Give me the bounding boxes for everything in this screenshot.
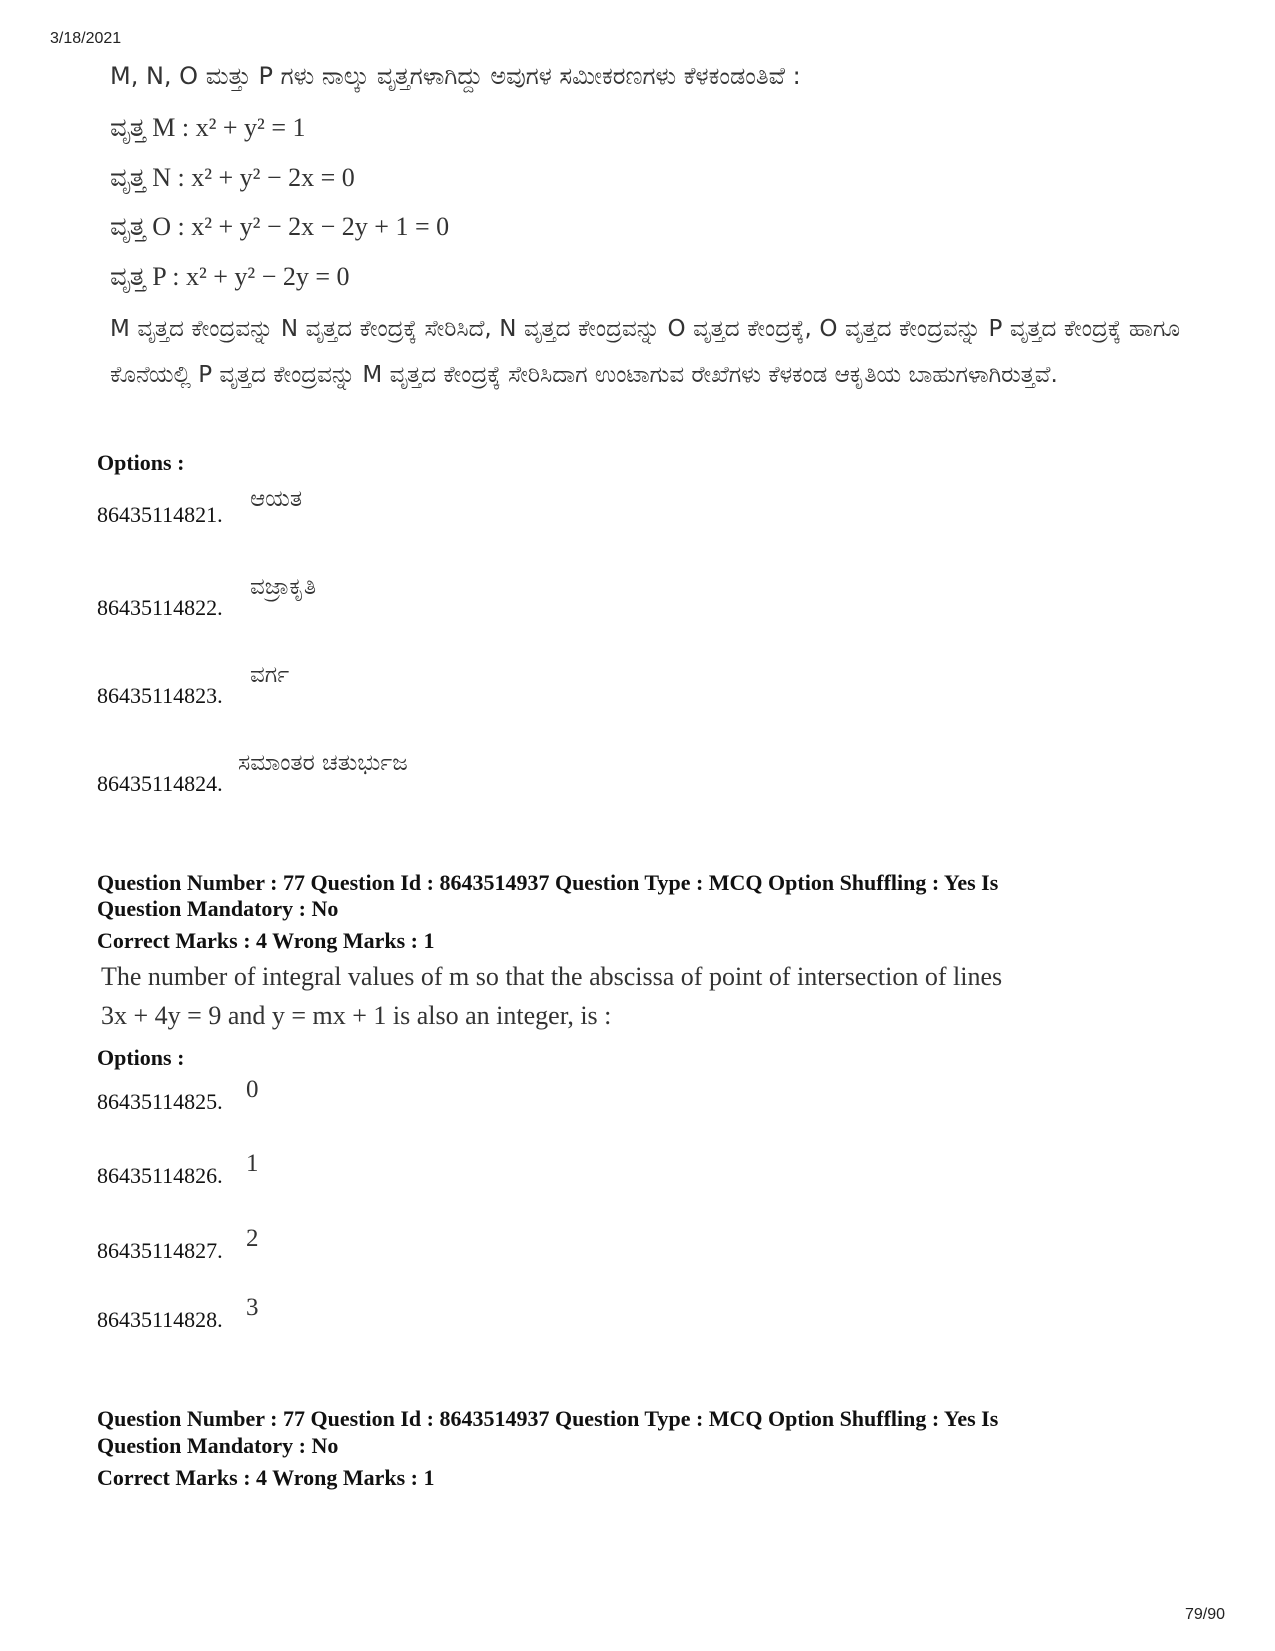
option-text[interactable]: 1	[246, 1150, 259, 1177]
equation-p: ವೃತ್ತ P : x² + y² − 2y = 0	[110, 262, 350, 291]
page-number: 79/90	[1185, 1606, 1226, 1623]
option-id: 86435114822.	[97, 595, 223, 620]
option-id: 86435114825.	[97, 1089, 223, 1114]
option-text[interactable]: ಆಯತ	[250, 486, 303, 512]
option-text[interactable]: 3	[246, 1294, 259, 1321]
option-text[interactable]: ವರ್ಗ	[250, 662, 290, 688]
option-id: 86435114821.	[97, 502, 223, 527]
equation-o: ವೃತ್ತ O : x² + y² − 2x − 2y + 1 = 0	[110, 212, 450, 241]
question-marks: Correct Marks : 4 Wrong Marks : 1	[97, 1465, 435, 1490]
option-text[interactable]: 2	[246, 1225, 259, 1252]
question-marks: Correct Marks : 4 Wrong Marks : 1	[97, 928, 435, 953]
option-text[interactable]: 0	[246, 1076, 259, 1103]
question-mandatory: Question Mandatory : No	[97, 1433, 339, 1458]
print-date: 3/18/2021	[50, 30, 122, 47]
option-id: 86435114826.	[97, 1163, 223, 1188]
option-text[interactable]: ವಜ್ರಾಕೃತಿ	[250, 574, 317, 600]
option-text[interactable]: ಸಮಾಂತರ ಚತುರ್ಭುಜ	[238, 750, 408, 776]
question-paragraph: M ವೃತ್ತದ ಕೇಂದ್ರವನ್ನು N ವೃತ್ತದ ಕೇಂದ್ರಕ್ಕೆ ಸೇರಿಸಿದೆ, N ವೃತ್ತದ ಕೇಂದ್ರವನ್ನು O ವೃತ್ತದ ಕೇಂದ್ರಕ್ಕೆ, O ವೃತ್ತದ ಕೇಂದ್ರವನ್ನು P ವೃತ್ತದ ಕೇಂದ್ರಕ್ಕೆ ಹಾಗೂ ಕೊನೆಯಲ್ಲಿ P ವೃತ್ತದ ಕೇಂದ್ರವನ್ನು M ವೃತ್ತದ ಕೇಂದ್ರಕ್ಕೆ ಸೇರಿಸಿದಾಗ ಉಂಟಾಗುವ ರೇಖೆಗಳು ಕೆಳಕಂಡ ಆಕೃತಿಯ ಬಾಹುಗಳಾಗಿರುತ್ತವೆ.	[110, 316, 1180, 388]
options-label: Options :	[97, 450, 185, 475]
question-text-line-2: 3x + 4y = 9 and y = mx + 1 is also an integer, is :	[101, 1001, 612, 1030]
question-meta: Question Number : 77 Question Id : 8643514937 Question Type : MCQ Option Shuffling : Yes Is	[97, 1406, 999, 1431]
equation-n: ವೃತ್ತ N : x² + y² − 2x = 0	[110, 163, 355, 192]
options-label: Options :	[97, 1045, 185, 1070]
option-id: 86435114823.	[97, 683, 223, 708]
equation-m: ವೃತ್ತ M : x² + y² = 1	[110, 113, 306, 142]
question-intro: M, N, O ಮತ್ತು P ಗಳು ನಾಲ್ಕು ವೃತ್ತಗಳಾಗಿದ್ದು ಅವುಗಳ ಸಮೀಕರಣಗಳು ಕೆಳಕಂಡಂತಿವೆ :	[110, 62, 801, 90]
option-id: 86435114824.	[97, 771, 223, 796]
question-text-line-1: The number of integral values of m so that the abscissa of point of intersection of lines	[101, 962, 1003, 991]
question-meta: Question Number : 77 Question Id : 8643514937 Question Type : MCQ Option Shuffling : Yes Is	[97, 870, 999, 895]
option-id: 86435114828.	[97, 1307, 223, 1332]
option-id: 86435114827.	[97, 1238, 223, 1263]
question-mandatory: Question Mandatory : No	[97, 896, 339, 921]
